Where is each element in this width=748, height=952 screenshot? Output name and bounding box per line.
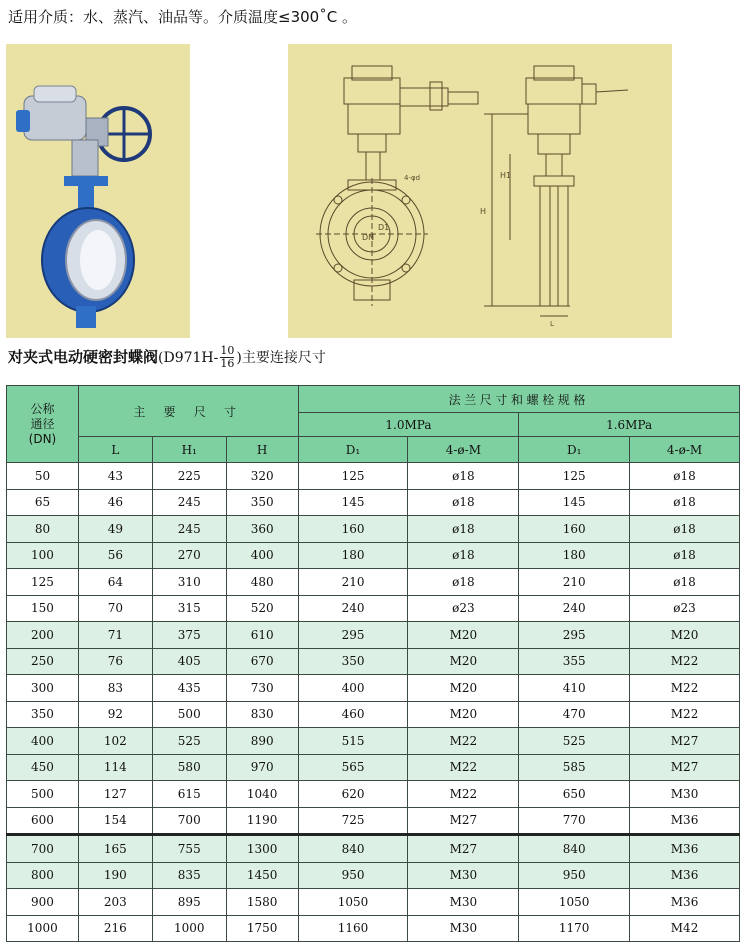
table-cell: M27 (630, 728, 740, 755)
table-cell: ø18 (408, 489, 519, 516)
table-cell: 92 (78, 701, 152, 728)
col-h1: H₁ (152, 437, 226, 463)
table-cell: 500 (152, 701, 226, 728)
table-cell: M22 (408, 754, 519, 781)
table-cell: 350 (7, 701, 79, 728)
table-cell: 600 (7, 807, 79, 835)
table-cell: M20 (408, 701, 519, 728)
table-cell: 250 (7, 648, 79, 675)
table-cell: 210 (519, 569, 630, 596)
table-cell: M22 (408, 781, 519, 808)
pressure-fraction (220, 345, 234, 370)
dimension-drawing-svg (288, 44, 672, 338)
table-cell: 1170 (519, 915, 630, 942)
table-cell: 1050 (298, 889, 408, 916)
table-title (8, 345, 326, 370)
table-row (7, 889, 740, 916)
valve-photo-illustration (6, 44, 190, 338)
table-row (7, 781, 740, 808)
table-cell: M36 (630, 889, 740, 916)
table-cell: M20 (408, 622, 519, 649)
header-main-dims: 主 要 尺 寸 (78, 386, 298, 437)
table-cell: 830 (226, 701, 298, 728)
table-cell: ø18 (408, 542, 519, 569)
table-cell: 350 (298, 648, 408, 675)
table-cell: 216 (78, 915, 152, 942)
table-cell: 125 (519, 463, 630, 490)
table-cell: 620 (298, 781, 408, 808)
table-cell: 203 (78, 889, 152, 916)
intro-text: 适用介质：水、蒸汽、油品等。介质温度≤300˚C 。 (8, 8, 357, 26)
table-cell: M27 (630, 754, 740, 781)
table-cell: 320 (226, 463, 298, 490)
table-cell: ø18 (630, 463, 740, 490)
table-cell: 350 (226, 489, 298, 516)
header-pressure-2: 1.6MPa (519, 413, 740, 437)
valve-photo (6, 44, 190, 338)
table-cell: 295 (298, 622, 408, 649)
table-cell: 400 (298, 675, 408, 702)
table-cell: ø18 (630, 489, 740, 516)
table-cell: 450 (7, 754, 79, 781)
table-cell: 470 (519, 701, 630, 728)
table-row (7, 862, 740, 889)
table-cell: M20 (630, 622, 740, 649)
table-cell: 580 (152, 754, 226, 781)
table-cell: 400 (7, 728, 79, 755)
table-cell: 650 (519, 781, 630, 808)
table-cell: 43 (78, 463, 152, 490)
table-cell: 1040 (226, 781, 298, 808)
table-cell: 755 (152, 835, 226, 863)
label-dn: DN (362, 233, 375, 242)
table-cell: 400 (226, 542, 298, 569)
table-cell: 895 (152, 889, 226, 916)
title-suffix: )主要连接尺寸 (236, 350, 326, 366)
table-cell: 270 (152, 542, 226, 569)
table-cell: M27 (408, 835, 519, 863)
header-pressure-1: 1.0MPa (298, 413, 519, 437)
col-bolt-b: 4-ø-M (630, 437, 740, 463)
table-cell: 160 (519, 516, 630, 543)
table-cell: M30 (630, 781, 740, 808)
table-cell: ø18 (408, 463, 519, 490)
table-cell: 1450 (226, 862, 298, 889)
table-cell: 900 (7, 889, 79, 916)
table-cell: 1160 (298, 915, 408, 942)
dimension-table (6, 385, 740, 942)
table-cell: 670 (226, 648, 298, 675)
table-cell: 225 (152, 463, 226, 490)
table-cell: 240 (519, 595, 630, 622)
table-cell: 725 (298, 807, 408, 835)
table-cell: 1580 (226, 889, 298, 916)
table-row (7, 728, 740, 755)
table-cell: 71 (78, 622, 152, 649)
table-cell: 500 (7, 781, 79, 808)
table-cell: 240 (298, 595, 408, 622)
table-cell: 180 (298, 542, 408, 569)
table-cell: 315 (152, 595, 226, 622)
table-cell: M30 (408, 889, 519, 916)
table-cell: 160 (298, 516, 408, 543)
table-cell: 165 (78, 835, 152, 863)
col-l: L (78, 437, 152, 463)
table-row (7, 648, 740, 675)
table-cell: 525 (519, 728, 630, 755)
table-cell: 190 (78, 862, 152, 889)
table-cell: 700 (152, 807, 226, 835)
table-cell: 145 (298, 489, 408, 516)
header-dn: 公称 通径 (DN) (7, 386, 79, 463)
col-h: H (226, 437, 298, 463)
table-cell: 150 (7, 595, 79, 622)
table-cell: 145 (519, 489, 630, 516)
table-row (7, 701, 740, 728)
title-model: (D971H- (158, 350, 219, 366)
table-cell: 56 (78, 542, 152, 569)
table-row (7, 807, 740, 835)
table-row (7, 569, 740, 596)
table-row (7, 622, 740, 649)
table-cell: 405 (152, 648, 226, 675)
table-row (7, 915, 740, 942)
table-cell: 70 (78, 595, 152, 622)
table-cell: 615 (152, 781, 226, 808)
table-row (7, 754, 740, 781)
table-row (7, 542, 740, 569)
table-cell: 355 (519, 648, 630, 675)
table-cell: M36 (630, 835, 740, 863)
table-cell: 950 (298, 862, 408, 889)
table-cell: 835 (152, 862, 226, 889)
table-cell: M20 (408, 648, 519, 675)
table-cell: 210 (298, 569, 408, 596)
table-cell: ø18 (408, 569, 519, 596)
frac-bottom: 16 (220, 357, 235, 370)
table-cell: 515 (298, 728, 408, 755)
table-cell: M22 (630, 648, 740, 675)
table-cell: 840 (519, 835, 630, 863)
table-cell: 76 (78, 648, 152, 675)
table-cell: M22 (408, 728, 519, 755)
table-cell: 360 (226, 516, 298, 543)
header-flange: 法兰尺寸和螺栓规格 (298, 386, 739, 413)
col-bolt-a: 4-ø-M (408, 437, 519, 463)
table-cell: 435 (152, 675, 226, 702)
table-cell: 80 (7, 516, 79, 543)
table-cell: M30 (408, 915, 519, 942)
table-cell: 49 (78, 516, 152, 543)
label-h1: H1 (500, 171, 512, 180)
label-h: H (480, 207, 487, 216)
table-cell: 125 (7, 569, 79, 596)
table-cell: 585 (519, 754, 630, 781)
table-cell: 180 (519, 542, 630, 569)
table-cell: 840 (298, 835, 408, 863)
dimension-drawing (288, 44, 672, 338)
table-cell: ø23 (408, 595, 519, 622)
table-cell: 114 (78, 754, 152, 781)
table-cell: 1050 (519, 889, 630, 916)
col-d1-a: D₁ (298, 437, 408, 463)
table-cell: M30 (408, 862, 519, 889)
table-cell: M20 (408, 675, 519, 702)
label-bolt-holes: 4-φd (404, 174, 421, 182)
table-row (7, 489, 740, 516)
table-cell: 154 (78, 807, 152, 835)
table-cell: M22 (630, 701, 740, 728)
table-cell: 970 (226, 754, 298, 781)
table-cell: M36 (630, 862, 740, 889)
table-cell: 46 (78, 489, 152, 516)
table-cell: M22 (630, 675, 740, 702)
table-cell: ø18 (630, 516, 740, 543)
table-cell: 565 (298, 754, 408, 781)
table-cell: 295 (519, 622, 630, 649)
table-row (7, 595, 740, 622)
table-cell: M36 (630, 807, 740, 835)
table-row (7, 516, 740, 543)
table-cell: ø18 (408, 516, 519, 543)
table-cell: 700 (7, 835, 79, 863)
title-prefix: 对夹式电动硬密封蝶阀 (8, 348, 159, 366)
table-cell: 950 (519, 862, 630, 889)
table-cell: 245 (152, 516, 226, 543)
table-cell: 200 (7, 622, 79, 649)
label-d1: D1 (378, 223, 390, 232)
table-cell: 245 (152, 489, 226, 516)
table-cell: 410 (519, 675, 630, 702)
table-cell: 127 (78, 781, 152, 808)
table-row (7, 675, 740, 702)
table-cell: 1190 (226, 807, 298, 835)
table-cell: ø23 (630, 595, 740, 622)
table-cell: 300 (7, 675, 79, 702)
table-cell: 890 (226, 728, 298, 755)
table-cell: 64 (78, 569, 152, 596)
table-cell: 83 (78, 675, 152, 702)
table-cell: 520 (226, 595, 298, 622)
table-cell: 310 (152, 569, 226, 596)
frac-top: 10 (220, 344, 235, 357)
table-cell: 375 (152, 622, 226, 649)
table-cell: 1300 (226, 835, 298, 863)
table-cell: ø18 (630, 542, 740, 569)
table-cell: 525 (152, 728, 226, 755)
table-cell: 460 (298, 701, 408, 728)
table-cell: 102 (78, 728, 152, 755)
table-cell: 1750 (226, 915, 298, 942)
col-d1-b: D₁ (519, 437, 630, 463)
table-cell: ø18 (630, 569, 740, 596)
table-row (7, 835, 740, 863)
table-cell: 480 (226, 569, 298, 596)
table-cell: 800 (7, 862, 79, 889)
table-cell: 770 (519, 807, 630, 835)
table-cell: 100 (7, 542, 79, 569)
table-cell: 125 (298, 463, 408, 490)
table-cell: 50 (7, 463, 79, 490)
table-body (7, 463, 740, 942)
table-cell: 65 (7, 489, 79, 516)
table-cell: 730 (226, 675, 298, 702)
table-cell: 1000 (152, 915, 226, 942)
label-l: L (550, 320, 554, 328)
table-cell: M27 (408, 807, 519, 835)
table-cell: 610 (226, 622, 298, 649)
table-row (7, 463, 740, 490)
table-cell: M42 (630, 915, 740, 942)
table-cell: 1000 (7, 915, 79, 942)
